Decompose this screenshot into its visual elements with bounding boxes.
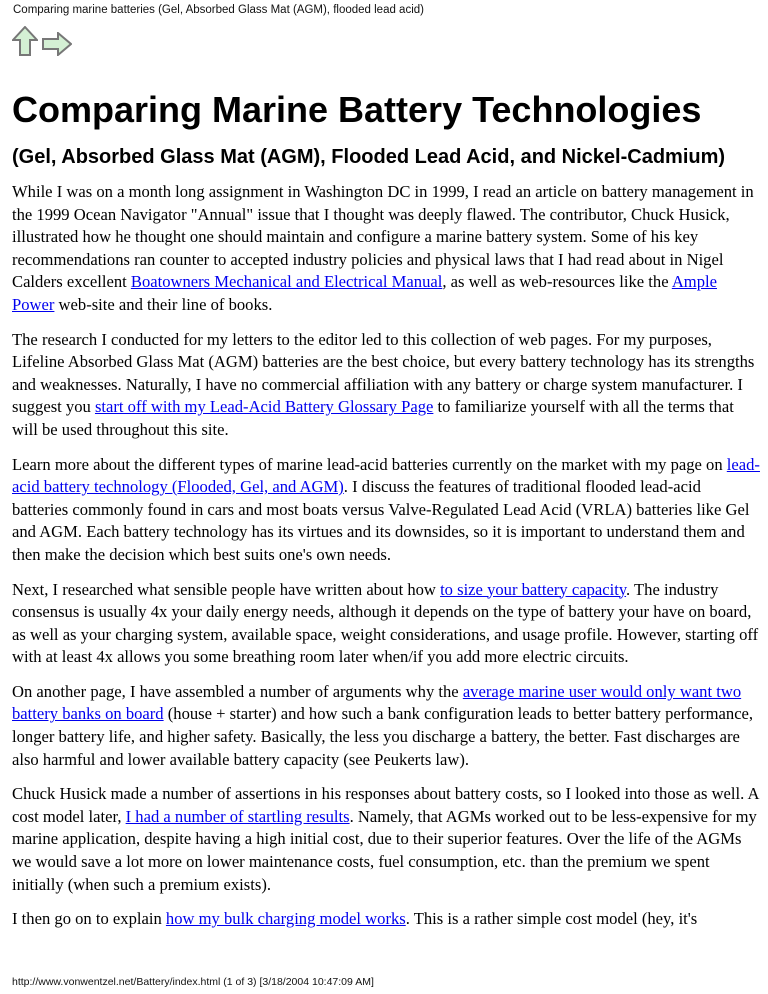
link[interactable]: start off with my Lead-Acid Battery Glossary Page	[94, 397, 434, 417]
next-button[interactable]	[42, 32, 72, 56]
paragraph-text: to familiarize yourself with all the terms that will be used throughout this site.	[12, 397, 734, 439]
link[interactable]: to size your battery capacity	[440, 579, 627, 599]
up-arrow-icon	[12, 26, 38, 56]
paragraph-text: (house + starter) and how such a bank configuration leads to better battery performance, longer battery life, and higher safety. Basically, the less you discharge a battery, the better. Fast discharges are also harmful and lower available battery capacity (see Peukerts law).	[12, 704, 754, 769]
paragraph	[12, 579, 760, 669]
right-arrow-icon	[42, 32, 72, 56]
link[interactable]: how my bulk charging model works	[165, 909, 406, 929]
paragraph-text: web-site and their line of books.	[54, 294, 273, 314]
paragraph-text: Next, I researched what sensible people have written about how	[12, 579, 441, 599]
paragraph-text: Chuck Husick made a number of assertions in his responses about battery costs, so I looked into those as well. A cost model later,	[12, 784, 759, 826]
paragraph	[12, 783, 760, 896]
paragraph-text: Learn more about the different types of marine lead-acid batteries currently on the market with my page on	[12, 454, 727, 474]
paragraph-text: . I discuss the features of traditional flooded lead-acid batteries commonly found in cars and most boats versus Valve-Regulated Lead Acid (VRLA) batteries like Gel and AGM. Each battery technology has its virtues and its downsides, so it is important to understand them and then make the decision which best suits one's own needs.	[12, 477, 750, 564]
body-paragraphs	[12, 181, 760, 931]
paragraph	[12, 908, 760, 931]
link[interactable]: Boatowners Mechanical and Electrical Manual	[130, 272, 443, 292]
paragraph-text: While I was on a month long assignment in Washington DC in 1999, I read an article on battery management in the 1999 Ocean Navigator "Annual" issue that I thought was deeply flawed. The contributor, Chuck Husick, illustrated how he thought one should maintain and configure a marine battery system. Some of his key recommendations ran counter to accepted industry policies and physical laws that I had read about in Nigel Calders excellent	[12, 182, 754, 292]
paragraph	[12, 454, 760, 567]
link[interactable]: I had a number of startling results	[125, 806, 350, 826]
paragraph	[12, 329, 760, 442]
paragraph-text: , as well as web-resources like the	[442, 272, 672, 292]
nav-buttons	[12, 26, 72, 56]
page-title: Comparing Marine Battery Technologies	[12, 89, 702, 130]
paragraph-text: . Namely, that AGMs worked out to be less-expensive for my marine application, despite having a high initial cost, due to their superior features. Over the life of the AGMs we would save a lot more on lower maintenance costs, fuel consumption, etc. than the premium we spent initially (when such a premium exists).	[12, 806, 757, 894]
link[interactable]: Ample Power	[12, 272, 717, 314]
paragraph-text: . This is a rather simple cost model (hey, it's	[405, 909, 698, 929]
paragraph-text: I then go on to explain	[12, 909, 166, 929]
paragraph	[12, 181, 760, 317]
link[interactable]: average marine user would only want two battery banks on board	[12, 681, 742, 724]
paragraph-text: On another page, I have assembled a number of arguments why the	[12, 681, 463, 701]
link[interactable]: lead-acid battery technology (Flooded, Gel, and AGM)	[12, 454, 760, 497]
main-content	[12, 88, 760, 943]
print-footer: http://www.vonwentzel.net/Battery/index.html (1 of 3) [3/18/2004 10:47:09 AM]	[12, 976, 374, 988]
page-subtitle: (Gel, Absorbed Glass Mat (AGM), Flooded Lead Acid, and Nickel-Cadmium)	[12, 146, 726, 168]
paragraph-text: The research I conducted for my letters to the editor led to this collection of web pages. For my purposes, Lifeline Absorbed Glass Mat (AGM) batteries are the best choice, but every battery technology has its strengths and weaknesses. Naturally, I have no commercial affiliation with any battery or charge system manufacturer. I suggest you	[12, 329, 755, 417]
paragraph-text: . The industry consensus is usually 4x your daily energy needs, although it depends on the type of battery your have on board, as well as your charging system, available space, weight considerations, and usage profile. However, starting off with at least 4x allows you some breathing room later when/if you add more electric circuits.	[12, 579, 759, 667]
up-button[interactable]	[12, 26, 38, 56]
print-header-title: Comparing marine batteries (Gel, Absorbed Glass Mat (AGM), flooded lead acid)	[13, 4, 424, 16]
paragraph	[12, 681, 760, 771]
